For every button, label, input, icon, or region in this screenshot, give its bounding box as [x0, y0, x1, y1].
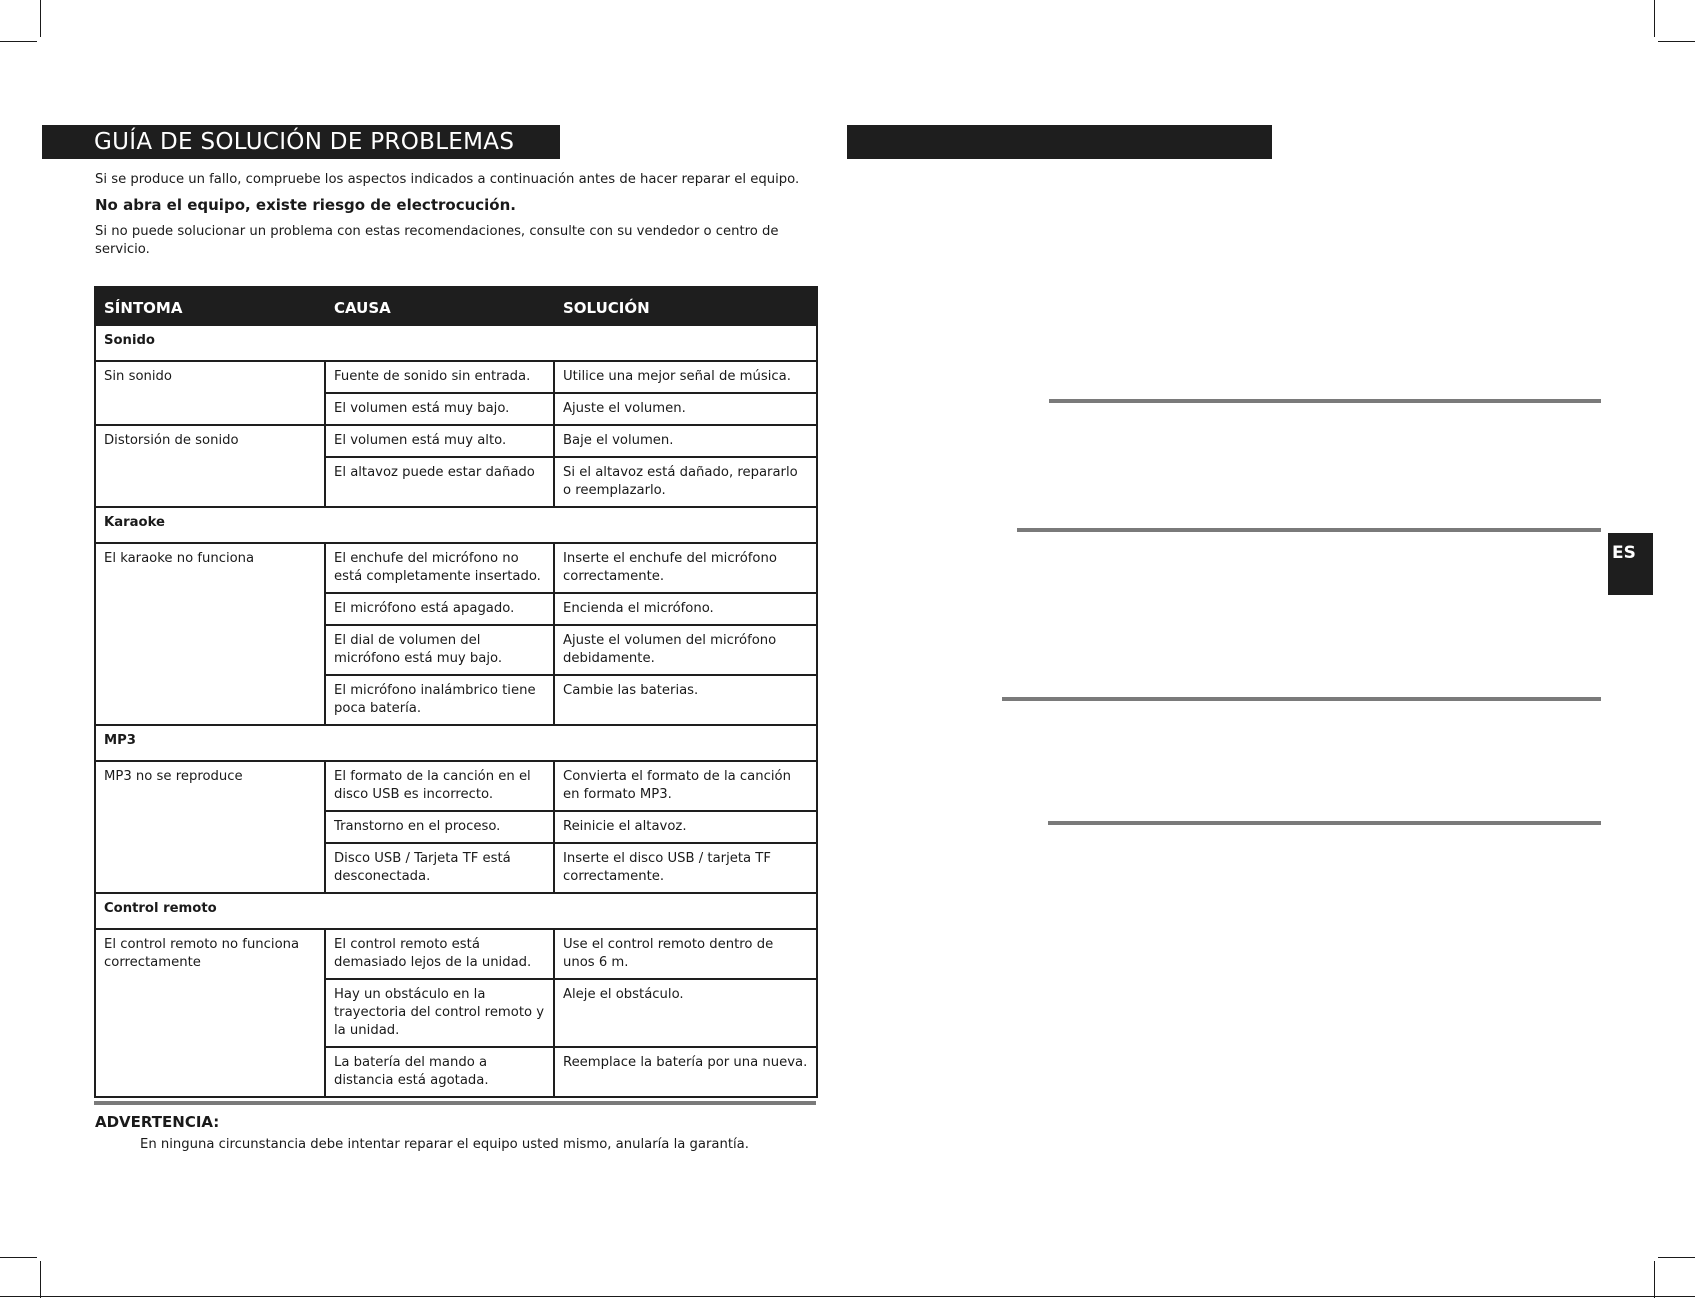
crop-mark [1654, 1261, 1655, 1298]
table-header-row [95, 287, 817, 325]
solution-cell: Reemplace la batería por una nueva. [554, 1047, 817, 1097]
symptom-cell: El karaoke no funciona [95, 543, 325, 725]
cause-cell: El micrófono está apagado. [325, 593, 554, 625]
divider-line [1017, 528, 1601, 532]
cause-cell: El control remoto está demasiado lejos de la unidad. [325, 929, 554, 979]
solution-cell: Convierta el formato de la canción en formato MP3. [554, 761, 817, 811]
warning-divider [94, 1101, 816, 1105]
cause-cell: El volumen está muy bajo. [325, 393, 554, 425]
divider-line [1002, 697, 1601, 701]
column-header-cause: CAUSA [325, 287, 554, 325]
divider-line [1049, 399, 1601, 403]
solution-cell: Reinicie el altavoz. [554, 811, 817, 843]
solution-cell: Si el altavoz está dañado, repararlo o reemplazarlo. [554, 457, 817, 507]
column-header-symptom: SÍNTOMA [95, 287, 325, 325]
advertencia-title: ADVERTENCIA: [95, 1113, 220, 1131]
solution-cell: Aleje el obstáculo. [554, 979, 817, 1047]
table-section-row [95, 725, 817, 761]
right-page-title-bar [847, 125, 1272, 159]
solution-cell: Use el control remoto dentro de unos 6 m. [554, 929, 817, 979]
table-section-row [95, 325, 817, 361]
page-title: GUÍA DE SOLUCIÓN DE PROBLEMAS [42, 125, 560, 159]
table-row [95, 361, 817, 393]
section-label: Karaoke [95, 507, 817, 543]
table-row [95, 761, 817, 811]
solution-cell: Encienda el micrófono. [554, 593, 817, 625]
symptom-cell: Distorsión de sonido [95, 425, 325, 507]
crop-mark [1654, 0, 1655, 37]
solution-cell: Utilice una mejor señal de música. [554, 361, 817, 393]
cause-cell: El enchufe del micrófono no está completamente insertado. [325, 543, 554, 593]
cause-cell: El volumen está muy alto. [325, 425, 554, 457]
solution-cell: Ajuste el volumen. [554, 393, 817, 425]
table-section-row [95, 507, 817, 543]
solution-cell: Inserte el enchufe del micrófono correctamente. [554, 543, 817, 593]
symptom-cell: Sin sonido [95, 361, 325, 425]
cause-cell: Hay un obstáculo en la trayectoria del control remoto y la unidad. [325, 979, 554, 1047]
cause-cell: El dial de volumen del micrófono está muy bajo. [325, 625, 554, 675]
cause-cell: El micrófono inalámbrico tiene poca batería. [325, 675, 554, 725]
crop-mark [0, 41, 37, 42]
crop-mark [1658, 41, 1695, 42]
solution-cell: Cambie las baterias. [554, 675, 817, 725]
crop-mark [40, 0, 41, 37]
troubleshooting-table [94, 286, 818, 1098]
column-header-solution: SOLUCIÓN [554, 287, 817, 325]
section-label: Sonido [95, 325, 817, 361]
cause-cell: Transtorno en el proceso. [325, 811, 554, 843]
language-tab: ES [1608, 533, 1653, 595]
section-label: MP3 [95, 725, 817, 761]
table-row [95, 543, 817, 593]
cause-cell: La batería del mando a distancia está agotada. [325, 1047, 554, 1097]
crop-mark [1658, 1257, 1695, 1258]
cause-cell: El formato de la canción en el disco USB es incorrecto. [325, 761, 554, 811]
solution-cell: Inserte el disco USB / tarjeta TF correctamente. [554, 843, 817, 893]
section-label: Control remoto [95, 893, 817, 929]
consult-text: Si no puede solucionar un problema con estas recomendaciones, consulte con su vendedor o centro de servicio. [95, 224, 779, 257]
cause-cell: Fuente de sonido sin entrada. [325, 361, 554, 393]
advertencia-text: En ninguna circunstancia debe intentar reparar el equipo usted mismo, anularía la garantía. [140, 1137, 749, 1152]
intro-text: Si se produce un fallo, compruebe los aspectos indicados a continuación antes de hacer reparar el equipo. [95, 172, 800, 187]
cause-cell: Disco USB / Tarjeta TF está desconectada. [325, 843, 554, 893]
crop-mark [0, 1257, 37, 1258]
table-body [95, 325, 817, 1097]
table-row [95, 425, 817, 457]
solution-cell: Baje el volumen. [554, 425, 817, 457]
symptom-cell: MP3 no se reproduce [95, 761, 325, 893]
solution-cell: Ajuste el volumen del micrófono debidamente. [554, 625, 817, 675]
shock-warning: No abra el equipo, existe riesgo de electrocución. [95, 196, 516, 214]
table-section-row [95, 893, 817, 929]
divider-line [1048, 821, 1601, 825]
table-row [95, 929, 817, 979]
symptom-cell: El control remoto no funciona correctamente [95, 929, 325, 1097]
cause-cell: El altavoz puede estar dañado [325, 457, 554, 507]
crop-mark [40, 1261, 41, 1298]
page-bottom-edge [0, 1296, 1695, 1297]
